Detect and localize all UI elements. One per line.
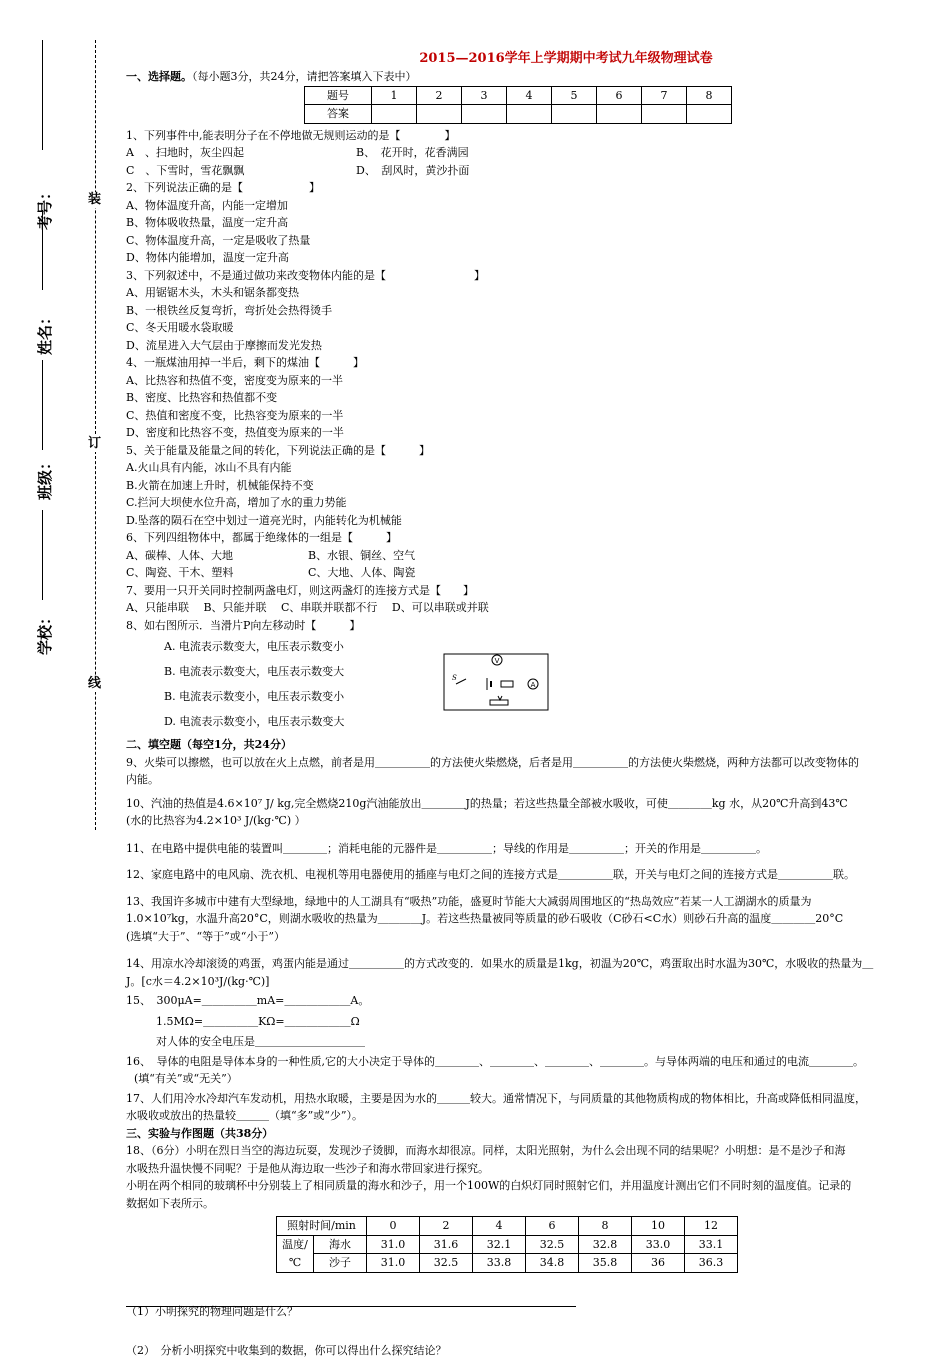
data-table-time-row [277,1217,738,1236]
data-table-cell: 32.8 [579,1235,632,1254]
q5-option-d: D.坠落的陨石在空中划过一道亮光时，内能转化为机械能 [126,513,402,527]
q7-stem: 7、要用一只开关同时控制两盏电灯，则这两盏灯的连接方式是【 】 [126,583,474,597]
section-3-heading: 三、实验与作图题（共38分） [126,1126,274,1140]
exam-content [126,50,916,1360]
q1-option-b: B、 花开时，花香满园 [356,146,469,159]
slider-p-icon [498,696,502,700]
answer-cell[interactable] [597,105,642,124]
data-table-cell: 32.5 [526,1235,579,1254]
q16-line-2: (填“有关”或“无关”） [134,1072,238,1085]
answer-table-header: 4 [507,86,552,105]
q1-option-a: A 、扫地时，灰尘四起 [126,146,244,159]
binding-char-xian: 线 [88,676,102,691]
q9-line-2: 内能。 [126,773,159,786]
school-line [42,510,43,600]
q5-option-c: C.拦河大坝使水位升高，增加了水的重力势能 [126,496,347,509]
q8-stem: 8、如右图所示．当滑片P向左移动时【 】 [126,618,361,632]
q18-sub-question-2: （2） 分析小明探究中收集到的数据，你可以得出什么探究结论？ [126,1344,447,1357]
answer-cell[interactable] [462,105,507,124]
section-1-note: （每小题3分，共24分，请把答案填入下表中） [192,70,417,83]
answer-cell[interactable] [552,105,597,124]
data-table-cell: 35.8 [579,1254,632,1273]
q4-stem: 4、一瓶煤油用掉一半后，剩下的煤油【 】 [126,356,364,369]
q4-option-b: B、密度、比热容和热值都不变 [126,391,278,404]
data-table-time: 10 [632,1217,685,1236]
answer-row-label: 答案 [305,105,372,124]
binding-margin [0,0,120,1344]
class-label: 班级： [36,454,54,500]
answer-table-answer-row [305,105,732,124]
resistor-icon [501,681,513,687]
data-table-row-name: 海水 [314,1235,367,1254]
data-table-temp-label [277,1235,314,1272]
q17-line-2: 水吸收或放出的热量较＿＿＿（填“多”或“少”）。 [126,1109,363,1122]
answer-table-header: 6 [597,86,642,105]
q4-option-d: D、密度和比热容不变，热值变为原来的一半 [126,426,344,439]
class-line [42,360,43,450]
q2-stem: 2、下列说法正确的是【 】 [126,181,320,194]
q3-option-b: B、一根铁丝反复弯折，弯折处会热得烫手 [126,303,333,317]
q8-option-d: D. 电流表示数变小，电压表示数变大 [164,715,345,728]
q13-line-2: 1.0×10⁷kg，水温升高20°C，则湖水吸收的热量为＿＿＿＿J。若这些热量被同等质量的砂石吸收（C砂石<C水）则砂石升高的温度＿＿＿＿20°C [126,912,844,925]
q6-options-cd [126,564,916,582]
data-table-time: 6 [526,1217,579,1236]
answer-table-header: 7 [642,86,687,105]
q15-line-1: 15、 300μA=＿＿＿＿＿mA=＿＿＿＿＿＿A。 [126,994,370,1007]
data-table-row-seawater [277,1235,738,1254]
q16-line-1: 16、 导体的电阻是导体本身的一种性质,它的大小决定于导体的＿＿＿＿、＿＿＿＿、＿＿＿＿、＿＿＿＿。与导体两端的电压和通过的电流＿＿＿＿。 [126,1054,864,1068]
q2-option-a: A、物体温度升高，内能一定增加 [126,198,288,212]
data-table-cell: 33.1 [685,1235,738,1254]
answer-line[interactable] [126,1306,576,1307]
answer-table [304,86,732,124]
answer-table-header-row [305,86,732,105]
answer-table-header: 1 [372,86,417,105]
voltmeter-label: V [494,657,500,665]
data-table-cell: 33.0 [632,1235,685,1254]
q4-option-c: C、热值和密度不变，比热容变为原来的一半 [126,408,344,422]
answer-table-header: 3 [462,86,507,105]
q6-options-ab [126,547,916,565]
q7-options: A、只能串联 B、只能并联 C、串联并联都不行 D、可以串联或并联 [126,601,489,614]
data-table-cell: 33.8 [473,1254,526,1273]
q5-option-b: B.火箭在加速上升时，机械能保持不变 [126,478,314,492]
q8-option-c: B. 电流表示数变小，电压表示数变小 [164,690,345,703]
data-table-row-sand [277,1254,738,1273]
answer-cell[interactable] [687,105,732,124]
answer-table-header: 2 [417,86,462,105]
q14-line-1: 14、用凉水冷却滚烫的鸡蛋，鸡蛋内能是通过＿＿＿＿＿的方式改变的．如果水的质量是1kg，初温为20℃，鸡蛋取出时水温为30℃，水吸收的热量为＿ [126,957,874,970]
binding-dashed-line [95,40,96,830]
q8-option-b: B. 电流表示数变大，电压表示数变大 [164,665,345,678]
name-line [42,210,43,290]
q18-sub-question-1: （1）小明探究的物理问题是什么？ [126,1304,298,1318]
section-2-heading: 二、填空题（每空1分，共24分） [126,738,292,751]
q3-stem: 3、下列叙述中，不是通过做功来改变物体内能的是【 】 [126,268,485,282]
data-table-time: 12 [685,1217,738,1236]
q14-line-2: J。[c水＝4.2×10³J/(kg·℃)] [126,974,270,988]
q18-data-table [276,1216,738,1273]
q15-line-2: 1.5MΩ=＿＿＿＿＿KΩ=＿＿＿＿＿＿Ω [156,1014,360,1028]
q1-option-c: C 、下雪时，雪花飘飘 [126,163,245,177]
q6-option-c: C、陶瓷、干木、塑料 [126,566,234,579]
answer-cell[interactable] [372,105,417,124]
q8-circuit-diagram [442,652,552,714]
rheostat-icon [490,700,508,705]
q11-line-1: 11、在电路中提供电能的装置叫＿＿＿＿；消耗电能的元器件是＿＿＿＿＿；导线的作用是＿＿＿＿＿；开关的作用是＿＿＿＿＿。 [126,841,767,855]
q18-line-2: 水吸热升温快慢不同呢？于是他从海边取一些沙子和海水带回家进行探究。 [126,1161,489,1175]
q4-option-a: A、比热容和热值不变，密度变为原来的一半 [126,373,343,387]
q3-option-c: C、冬天用暖水袋取暖 [126,321,234,334]
q5-option-a: A.火山具有内能，冰山不具有内能 [126,461,292,474]
ammeter-label: A [530,681,536,689]
q13-line-3: (选填“大于”、“等于”或“小于”） [126,929,286,943]
data-table-time: 4 [473,1217,526,1236]
q1-option-d: D、 刮风时，黄沙扑面 [356,163,470,177]
q1-stem: 1、下列事件中,能表明分子在不停地做无规则运动的是【 】 [126,128,456,142]
q2-option-c: C、物体温度升高，一定是吸收了热量 [126,233,311,247]
data-table-cell: 32.1 [473,1235,526,1254]
q9-line-1: 9、火柴可以擦燃，也可以放在火上点燃，前者是用＿＿＿＿＿的方法使火柴燃烧，后者是用＿＿＿＿＿的方法使火柴燃烧，两种方法都可以改变物体的 [126,755,859,769]
q6-stem: 6、下列四组物体中，都属于绝缘体的一组是【 】 [126,531,397,544]
school-label: 学校： [36,609,54,655]
q15-line-3: 对人体的安全电压是＿＿＿＿＿＿＿＿＿＿ [156,1035,365,1048]
binding-char-ding: 订 [88,436,102,451]
binding-char-zhuang: 装 [88,192,102,207]
q5-stem: 5、关于能量及能量之间的转化，下列说法正确的是【 】 [126,443,430,457]
temp-label-bottom: ℃ [288,1255,302,1269]
data-table-cell: 32.5 [420,1254,473,1273]
q1-options-cd [126,162,916,180]
data-table-cell: 34.8 [526,1254,579,1273]
q2-option-d: D、物体内能增加，温度一定升高 [126,251,289,264]
data-table-time-label: 照射时间/min [277,1217,367,1236]
q6-option-d: C、大地、人体、陶瓷 [308,566,416,579]
temp-label-top: 温度/ [282,1237,308,1251]
answer-cell[interactable] [642,105,687,124]
data-table-cell: 36 [632,1254,685,1273]
q6-option-b: B、水银、铜丝、空气 [308,548,416,562]
switch-icon [456,679,466,684]
exam-title: 2015—2016学年上学期期中考试九年级物理试卷 [419,51,713,66]
q10-line-1: 10、汽油的热值是4.6×10⁷ J/ kg,完全燃烧210g汽油能放出＿＿＿＿J的热量；若这些热量全部被水吸收，可使＿＿＿＿kg 水，从20℃升高到43℃ [126,796,848,810]
q1-options-ab [126,144,916,162]
data-table-cell: 31.0 [367,1254,420,1273]
q8-option-a: A. 电流表示数变大，电压表示数变小 [164,640,344,653]
q18-line-1: 18、（6分）小明在烈日当空的海边玩耍，发现沙子烫脚，而海水却很凉。同样，太阳光照射，为什么会出现不同的结果呢？小明想：是不是沙子和海 [126,1144,846,1157]
q13-line-1: 13、我国许多城市中建有大型绿地，绿地中的人工湖具有“吸热”功能，盛夏时节能大大减弱周围地区的“热岛效应”若某一人工湖湖水的质量为 [126,894,812,908]
q18-line-3: 小明在两个相同的玻璃杯中分别装上了相同质量的海水和沙子，用一个100W的白炽灯同时照射它们，并用温度计测出它们不同时刻的温度值。记录的 [126,1179,852,1192]
data-table-time: 2 [420,1217,473,1236]
name-label: 姓名： [36,309,54,355]
data-table-cell: 31.0 [367,1235,420,1254]
switch-label: S [452,674,457,682]
answer-cell[interactable] [417,105,462,124]
answer-cell[interactable] [507,105,552,124]
q3-option-a: A、用锯锯木头，木头和锯条都变热 [126,286,299,299]
q6-option-a: A、碳棒、人体、大地 [126,548,233,562]
exam-number-label: 考号： [36,184,54,230]
data-table-time: 8 [579,1217,632,1236]
q17-line-1: 17、人们用冷水冷却汽车发动机，用热水取暖，主要是因为水的＿＿＿较大。通常情况下，与同质量的其他物质构成的物体相比，升高或降低相同温度， [126,1091,866,1105]
data-table-cell: 31.6 [420,1235,473,1254]
section-1-heading: 一、选择题。（每小题3分，共24分，请把答案填入下表中） [126,70,417,83]
data-table-time: 0 [367,1217,420,1236]
data-table-cell: 36.3 [685,1254,738,1273]
answer-table-header: 题号 [305,86,372,105]
data-table-row-name: 沙子 [314,1254,367,1273]
answer-table-header: 8 [687,86,732,105]
q18-line-4: 数据如下表所示。 [126,1196,214,1210]
answer-table-header: 5 [552,86,597,105]
q2-option-b: B、物体吸收热量，温度一定升高 [126,216,289,229]
exam-number-line [42,40,43,150]
q3-option-d: D、流星进入大气层由于摩擦而发光发热 [126,338,322,352]
q12-line-1: 12、家庭电路中的电风扇、洗衣机、电视机等用电器使用的插座与电灯之间的连接方式是＿＿＿＿＿联，开关与电灯之间的连接方式是＿＿＿＿＿联。 [126,868,855,881]
q10-line-2: (水的比热容为4.2×10³ J/(kg·℃) ） [126,814,306,827]
